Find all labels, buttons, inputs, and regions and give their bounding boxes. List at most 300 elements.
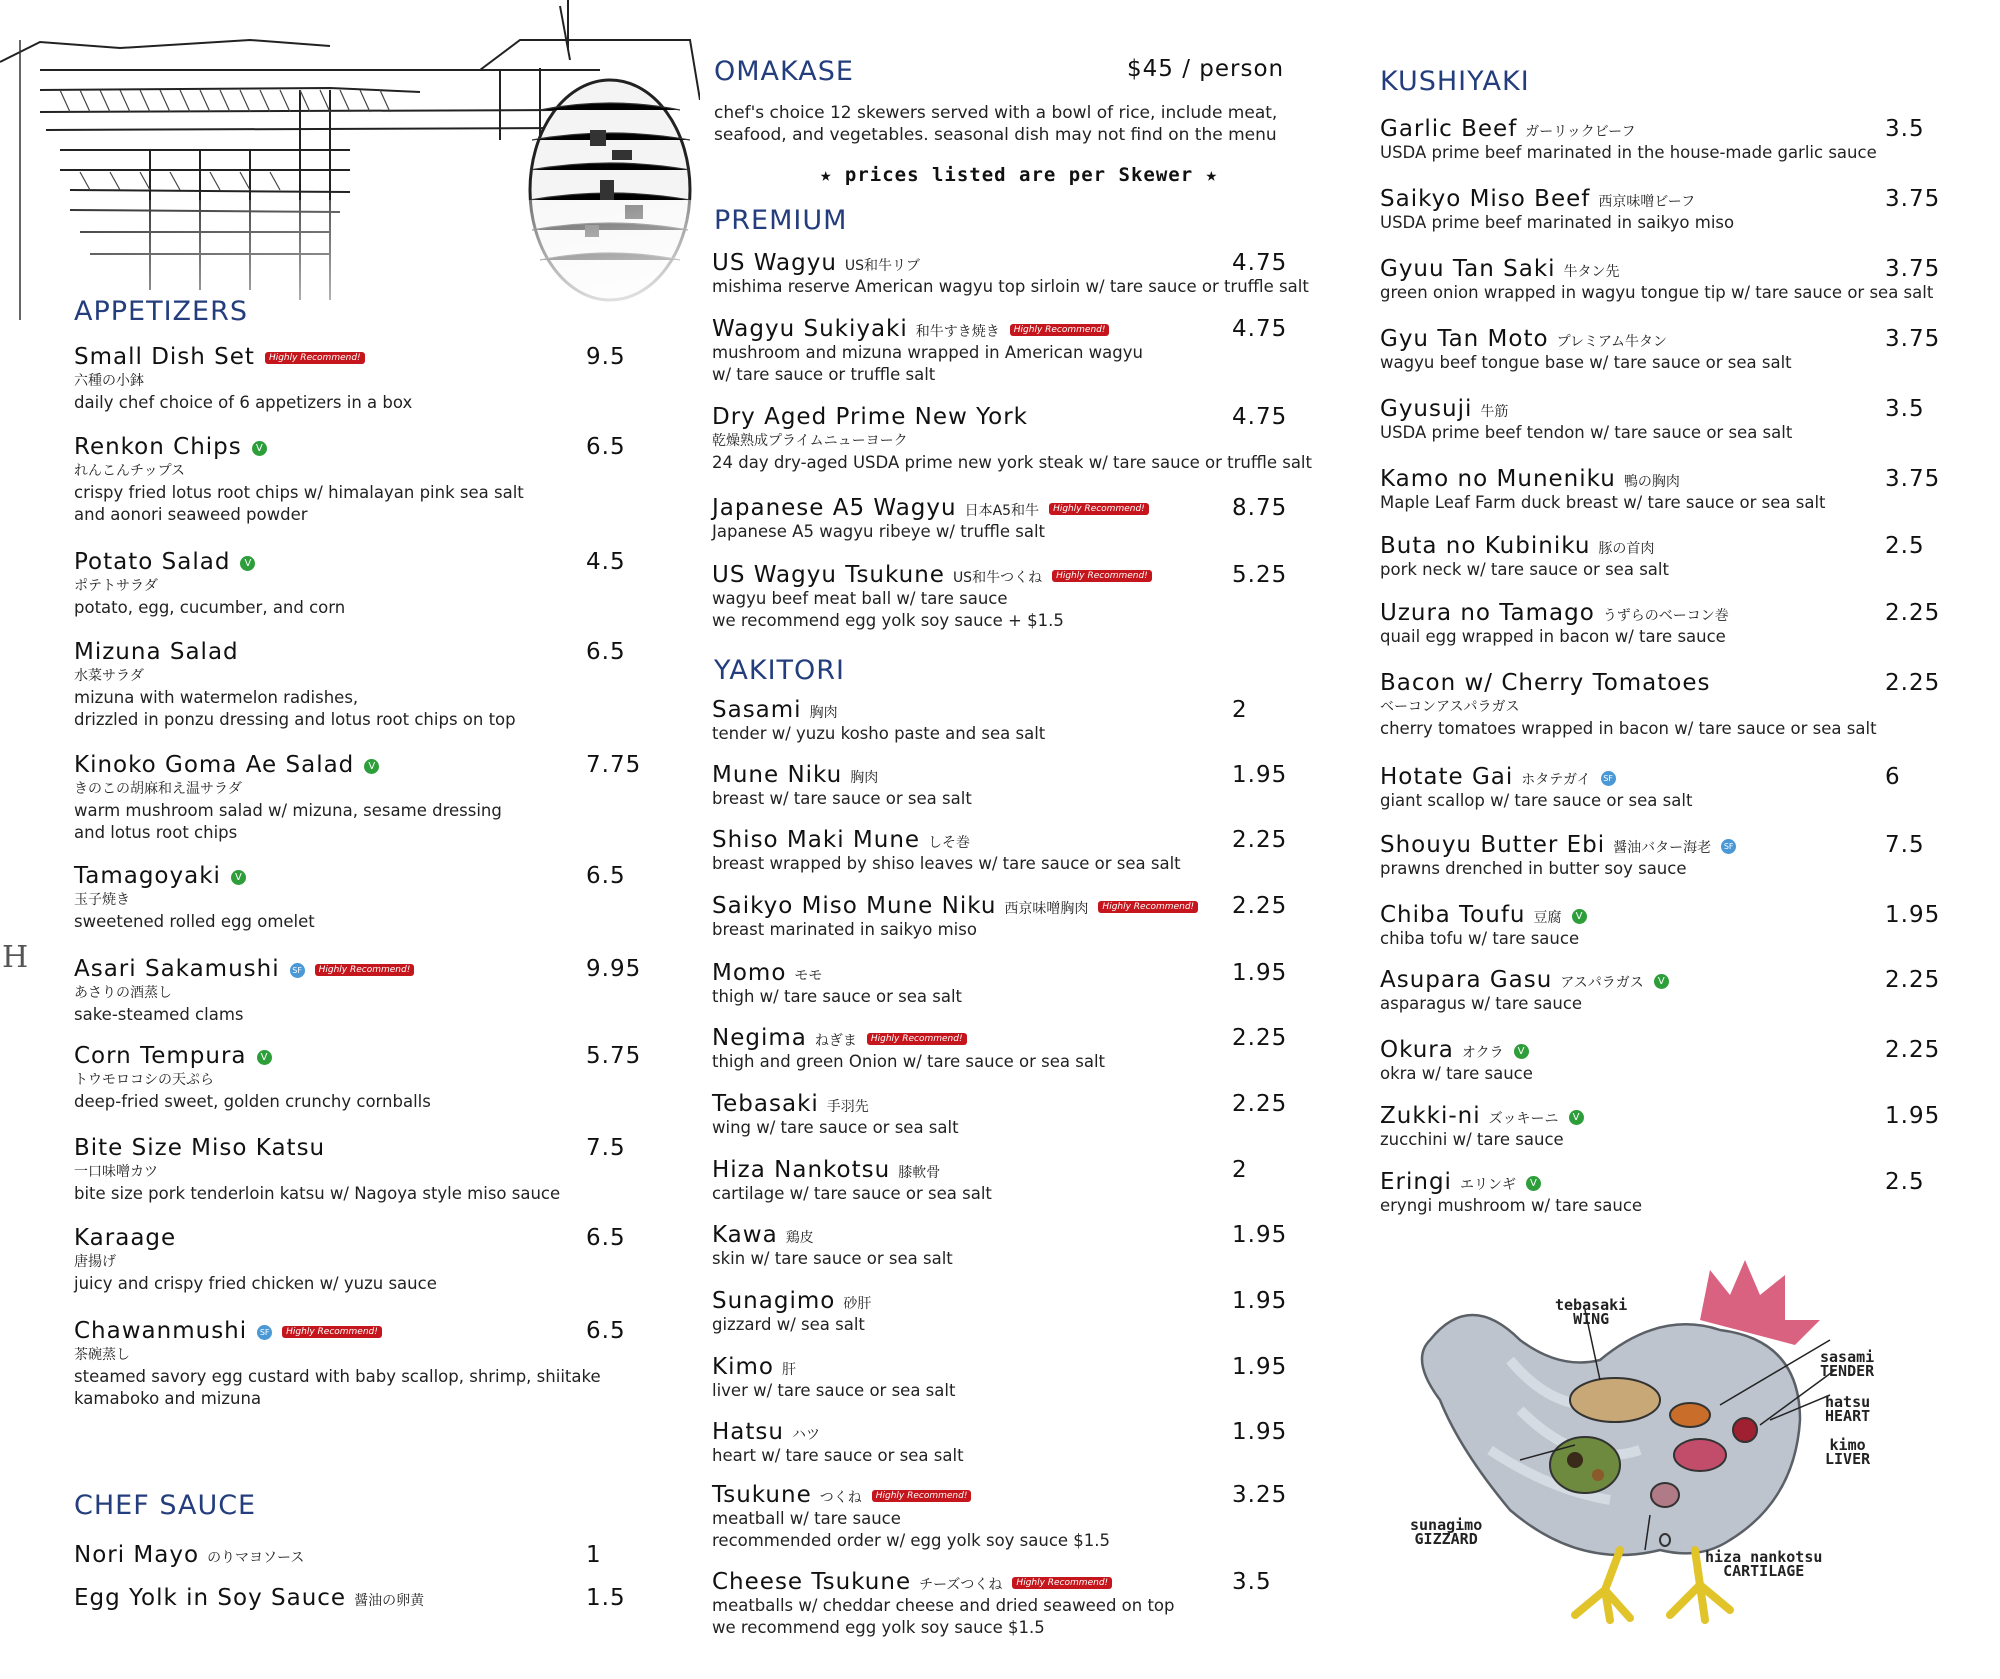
item-price: 6.5 xyxy=(586,639,626,665)
vegetarian-icon: V xyxy=(231,870,246,885)
item-title-line xyxy=(74,752,634,778)
item-name: Sasami xyxy=(712,697,802,723)
item-name: Hotate Gai xyxy=(1380,764,1514,790)
item-japanese-name: 玉子焼き xyxy=(74,892,130,908)
seafood-icon: SF xyxy=(257,1325,272,1340)
item-price: 2.25 xyxy=(1885,1037,1941,1063)
item-price: 4.5 xyxy=(586,549,626,575)
item-japanese-name: 肝 xyxy=(781,1362,796,1378)
item-price: 6 xyxy=(1885,764,1901,790)
item-name: Shiso Maki Mune xyxy=(712,827,921,853)
item-japanese-name: 胸肉 xyxy=(850,770,879,786)
item-price: 2.25 xyxy=(1885,967,1941,993)
item-description: tender w/ yuzu kosho paste and sea salt xyxy=(712,724,1046,743)
recommend-badge: Highly Recommend! xyxy=(872,1490,972,1502)
recommend-badge: Highly Recommend! xyxy=(867,1033,967,1045)
item-japanese-name: 和牛すき焼き xyxy=(915,324,1000,340)
item-name: Chiba Toufu xyxy=(1380,902,1526,928)
item-price: 4.75 xyxy=(1232,404,1288,430)
menu-item-hotate-gai xyxy=(1380,764,1970,812)
item-description: sake-steamed clams xyxy=(74,1005,244,1024)
menu-item-okura xyxy=(1380,1037,1970,1085)
item-price: 1.95 xyxy=(1232,1288,1288,1314)
margin-glyph: H xyxy=(2,940,29,975)
menu-item-chiba-toufu xyxy=(1380,902,1970,950)
item-description: 24 day dry-aged USDA prime new york steak w/ tare sauce or truffle salt xyxy=(712,453,1312,472)
item-title-line xyxy=(1380,600,1970,626)
item-price: 2.25 xyxy=(1232,827,1288,853)
item-japanese-name: チーズつくね xyxy=(919,1577,1003,1593)
item-name: Asari Sakamushi xyxy=(74,956,280,982)
item-japanese-name: プレミアム牛タン xyxy=(1556,334,1668,350)
menu-item-zukki-ni xyxy=(1380,1103,1970,1151)
item-price: 7.5 xyxy=(586,1135,626,1161)
recommend-badge: Highly Recommend! xyxy=(1052,570,1152,582)
item-description: meatballs w/ cheddar cheese and dried seaweed on top xyxy=(712,1596,1175,1615)
item-name: Gyusuji xyxy=(1380,396,1473,422)
item-name: Momo xyxy=(712,960,787,986)
item-price: 1.95 xyxy=(1232,1222,1288,1248)
item-description: giant scallop w/ tare sauce or sea salt xyxy=(1380,791,1693,810)
item-japanese-name: アスパラガス xyxy=(1560,975,1644,991)
item-title-line xyxy=(1380,186,1970,212)
menu-item-bacon-w-cherry-tomatoes xyxy=(1380,670,1970,740)
item-description: Maple Leaf Farm duck breast w/ tare sauce or sea salt xyxy=(1380,493,1826,512)
vegetarian-icon: V xyxy=(1514,1044,1529,1059)
item-japanese-name: 醤油バター海老 xyxy=(1613,840,1712,856)
item-description: breast wrapped by shiso leaves w/ tare sauce or sea salt xyxy=(712,854,1181,873)
item-japanese-name: オクラ xyxy=(1461,1045,1504,1061)
item-price: 3.5 xyxy=(1885,396,1925,422)
item-price: 1.95 xyxy=(1232,960,1288,986)
item-price: 3.5 xyxy=(1232,1569,1272,1595)
item-japanese-name: 豆腐 xyxy=(1533,910,1562,926)
item-title-line xyxy=(1380,533,1970,559)
item-japanese-name: US和牛つくね xyxy=(952,570,1043,586)
item-price: 5.75 xyxy=(586,1043,642,1069)
item-name: Renkon Chips xyxy=(74,434,242,460)
recommend-badge: Highly Recommend! xyxy=(1012,1577,1112,1589)
item-description: USDA prime beef marinated in the house-made garlic sauce xyxy=(1380,143,1877,162)
item-title-line xyxy=(1380,396,1970,422)
item-price: 7.5 xyxy=(1885,832,1925,858)
item-price: 2.25 xyxy=(1232,893,1288,919)
item-japanese-name: エリンギ xyxy=(1459,1177,1516,1193)
seafood-icon: SF xyxy=(1721,839,1736,854)
item-title-line xyxy=(1380,670,1970,696)
item-price: 6.5 xyxy=(586,434,626,460)
item-price: 3.5 xyxy=(1885,116,1925,142)
item-japanese-name: れんこんチップス xyxy=(74,463,186,479)
item-description: gizzard w/ sea salt xyxy=(712,1315,865,1334)
item-price: 4.75 xyxy=(1232,250,1288,276)
item-title-line xyxy=(1380,256,1970,282)
menu-item-sasami xyxy=(712,697,1342,745)
item-description: mizuna with watermelon radishes, xyxy=(74,688,359,707)
vegetarian-icon: V xyxy=(1654,974,1669,989)
premium-title: PREMIUM xyxy=(714,205,848,236)
item-description: chiba tofu w/ tare sauce xyxy=(1380,929,1580,948)
item-description: okra w/ tare sauce xyxy=(1380,1064,1533,1083)
item-japanese-name: 乾燥熟成プライムニューヨーク xyxy=(712,433,908,449)
menu-item-garlic-beef xyxy=(1380,116,1970,164)
item-title-line xyxy=(74,434,634,460)
menu-item-mizuna-salad xyxy=(74,639,634,731)
chicken-diagram xyxy=(1400,1250,1900,1640)
item-description: skin w/ tare sauce or sea salt xyxy=(712,1249,953,1268)
vegetarian-icon: V xyxy=(257,1050,272,1065)
item-price: 3.75 xyxy=(1885,186,1941,212)
item-name: Tamagoyaki xyxy=(74,863,221,889)
item-description: bite size pork tenderloin katsu w/ Nagoya style miso sauce xyxy=(74,1184,561,1203)
menu-item-negima xyxy=(712,1025,1342,1073)
item-description: Japanese A5 wagyu ribeye w/ truffle salt xyxy=(712,522,1046,541)
menu-item-small-dish-set xyxy=(74,344,634,414)
item-name: Karaage xyxy=(74,1225,177,1251)
chef-sauce-title: CHEF SAUCE xyxy=(74,1490,257,1521)
item-price: 7.75 xyxy=(586,752,642,778)
vegetarian-icon: V xyxy=(1569,1110,1584,1125)
menu-item-gyu-tan-moto xyxy=(1380,326,1970,374)
label-sunagimo: sunagimo GIZZARD xyxy=(1410,1516,1483,1548)
item-title-line xyxy=(1380,764,1970,790)
item-japanese-name: 牛筋 xyxy=(1480,404,1509,420)
menu-item-renkon-chips xyxy=(74,434,634,526)
item-description: heart w/ tare sauce or sea salt xyxy=(712,1446,964,1465)
item-description: recommended order w/ egg yolk soy sauce $1.5 xyxy=(712,1531,1111,1550)
item-description: eryngi mushroom w/ tare sauce xyxy=(1380,1196,1643,1215)
item-japanese-name: 鴨の胸肉 xyxy=(1623,474,1680,490)
menu-item-corn-tempura xyxy=(74,1043,642,1113)
item-name: US Wagyu xyxy=(712,250,837,276)
item-title-line xyxy=(74,549,634,575)
item-title-line xyxy=(1380,832,1970,858)
item-title-line xyxy=(74,1542,634,1568)
item-japanese-name: 豚の首肉 xyxy=(1598,541,1655,557)
item-description: drizzled in ponzu dressing and lotus root chips on top xyxy=(74,710,516,729)
recommend-badge: Highly Recommend! xyxy=(282,1326,382,1338)
item-price: 1.95 xyxy=(1232,762,1288,788)
item-description: breast marinated in saikyo miso xyxy=(712,920,977,939)
recommend-badge: Highly Recommend! xyxy=(1098,901,1198,913)
item-price: 2.5 xyxy=(1885,533,1925,559)
menu-item-hiza-nankotsu xyxy=(712,1157,1342,1205)
item-name: Saikyo Miso Beef xyxy=(1380,186,1591,212)
menu-item-tamagoyaki xyxy=(74,863,634,933)
item-japanese-name: のりマヨソース xyxy=(207,1550,305,1566)
menu-item-chawanmushi xyxy=(74,1318,634,1410)
item-price: 1.95 xyxy=(1885,1103,1941,1129)
menu-item-shouyu-butter-ebi xyxy=(1380,832,1970,880)
menu-item-saikyo-miso-mune-niku xyxy=(712,893,1342,941)
recommend-badge: Highly Recommend! xyxy=(1049,503,1149,515)
kushiyaki-title: KUSHIYAKI xyxy=(1380,66,1530,97)
item-japanese-name: 六種の小鉢 xyxy=(74,373,144,389)
item-price: 8.75 xyxy=(1232,495,1288,521)
menu-item-mune-niku xyxy=(712,762,1342,810)
menu-item-shiso-maki-mune xyxy=(712,827,1342,875)
item-name: Japanese A5 Wagyu xyxy=(712,495,957,521)
menu-item-buta-no-kubiniku xyxy=(1380,533,1970,581)
item-description: mushroom and mizuna wrapped in American wagyu xyxy=(712,343,1143,362)
item-title-line xyxy=(1380,1169,1970,1195)
menu-item-hatsu xyxy=(712,1419,1342,1467)
item-name: Small Dish Set xyxy=(74,344,255,370)
label-hatsu: hatsu HEART xyxy=(1825,1393,1871,1425)
menu-item-saikyo-miso-beef xyxy=(1380,186,1970,234)
menu-item-momo xyxy=(712,960,1342,1008)
item-title-line xyxy=(74,1585,634,1611)
item-description: cartilage w/ tare sauce or sea salt xyxy=(712,1184,992,1203)
item-price: 4.75 xyxy=(1232,316,1288,342)
item-title-line xyxy=(1380,1103,1970,1129)
item-price: 3.75 xyxy=(1885,326,1941,352)
label-sasami: sasami TENDER xyxy=(1820,1348,1875,1380)
item-price: 2.25 xyxy=(1885,600,1941,626)
item-japanese-name: ポテトサラダ xyxy=(74,578,158,594)
item-price: 1.95 xyxy=(1232,1354,1288,1380)
item-price: 9.5 xyxy=(586,344,626,370)
vegetarian-icon: V xyxy=(240,556,255,571)
item-name: Wagyu Sukiyaki xyxy=(712,316,908,342)
item-price: 6.5 xyxy=(586,1318,626,1344)
item-name: Egg Yolk in Soy Sauce xyxy=(74,1585,347,1611)
item-japanese-name: しそ巻 xyxy=(928,835,971,851)
item-description: we recommend egg yolk soy sauce + $1.5 xyxy=(712,611,1064,630)
menu-item-kinoko-goma-ae-salad xyxy=(74,752,642,844)
item-name: Gyuu Tan Saki xyxy=(1380,256,1556,282)
menu-item-tsukune xyxy=(712,1482,1342,1552)
item-name: Nori Mayo xyxy=(74,1542,200,1568)
menu-item-us-wagyu xyxy=(712,250,1342,298)
item-japanese-name: 手羽先 xyxy=(826,1099,869,1115)
item-name: Zukki-ni xyxy=(1380,1103,1481,1129)
menu-item-bite-size-miso-katsu xyxy=(74,1135,634,1205)
item-japanese-name: つくね xyxy=(819,1490,862,1506)
item-description: and aonori seaweed powder xyxy=(74,505,308,524)
omakase-title: OMAKASE xyxy=(714,56,854,87)
item-name: Kawa xyxy=(712,1222,778,1248)
item-description: kamaboko and mizuna xyxy=(74,1389,262,1408)
item-name: Kamo no Muneniku xyxy=(1380,466,1616,492)
item-title-line xyxy=(1380,116,1970,142)
item-name: Saikyo Miso Mune Niku xyxy=(712,893,997,919)
yakitori-title: YAKITORI xyxy=(714,655,846,686)
per-skewer-note: ★ prices listed are per Skewer ★ xyxy=(820,164,1219,186)
item-japanese-name: ねぎま xyxy=(814,1033,857,1049)
item-japanese-name: 茶碗蒸し xyxy=(74,1347,130,1363)
item-description: cherry tomatoes wrapped in bacon w/ tare sauce or sea salt xyxy=(1380,719,1877,738)
item-japanese-name: 牛タン先 xyxy=(1563,264,1620,280)
item-description: pork neck w/ tare sauce or sea salt xyxy=(1380,560,1669,579)
item-japanese-name: あさりの酒蒸し xyxy=(74,985,172,1001)
item-japanese-name: ガーリックビーフ xyxy=(1525,124,1636,140)
item-title-line xyxy=(1380,902,1970,928)
item-name: Buta no Kubiniku xyxy=(1380,533,1591,559)
item-description: green onion wrapped in wagyu tongue tip w/ tare sauce or sea salt xyxy=(1380,283,1934,302)
item-title-line xyxy=(1380,466,1970,492)
item-name: Negima xyxy=(712,1025,807,1051)
item-name: Shouyu Butter Ebi xyxy=(1380,832,1606,858)
item-japanese-name: ベーコンアスパラガス xyxy=(1380,699,1520,715)
menu-item-gyusuji xyxy=(1380,396,1970,444)
item-name: Gyu Tan Moto xyxy=(1380,326,1549,352)
item-description: thigh w/ tare sauce or sea salt xyxy=(712,987,963,1006)
item-description: sweetened rolled egg omelet xyxy=(74,912,315,931)
item-price: 1.95 xyxy=(1232,1419,1288,1445)
item-japanese-name: きのこの胡麻和え温サラダ xyxy=(74,781,242,797)
item-name: Hatsu xyxy=(712,1419,784,1445)
building-lantern-sketch xyxy=(0,0,700,320)
menu-item-karaage xyxy=(74,1225,634,1295)
vegetarian-icon: V xyxy=(364,759,379,774)
item-title-line xyxy=(74,1225,634,1251)
item-description: crispy fried lotus root chips w/ himalayan pink sea salt xyxy=(74,483,524,502)
item-description: deep-fried sweet, golden crunchy cornballs xyxy=(74,1092,431,1111)
item-description: breast w/ tare sauce or sea salt xyxy=(712,789,972,808)
item-title-line xyxy=(74,956,634,982)
recommend-badge: Highly Recommend! xyxy=(1010,324,1110,336)
item-japanese-name: ズッキーニ xyxy=(1488,1111,1559,1127)
item-name: US Wagyu Tsukune xyxy=(712,562,945,588)
item-description: thigh and green Onion w/ tare sauce or sea salt xyxy=(712,1052,1106,1071)
menu-item-nori-mayo xyxy=(74,1542,634,1568)
item-description: and lotus root chips xyxy=(74,823,238,842)
item-name: Dry Aged Prime New York xyxy=(712,404,1028,430)
item-price: 2 xyxy=(1232,697,1248,723)
item-name: Kimo xyxy=(712,1354,774,1380)
vegetarian-icon: V xyxy=(1526,1176,1541,1191)
item-japanese-name: 西京味噌ビーフ xyxy=(1598,194,1696,210)
item-japanese-name: 一口味噌カツ xyxy=(74,1164,158,1180)
item-name: Garlic Beef xyxy=(1380,116,1518,142)
item-name: Bite Size Miso Katsu xyxy=(74,1135,326,1161)
menu-item-gyuu-tan-saki xyxy=(1380,256,1970,304)
label-hiza-nankotsu: hiza nankotsu CARTILAGE xyxy=(1705,1548,1823,1580)
item-name: Hiza Nankotsu xyxy=(712,1157,891,1183)
item-name: Asupara Gasu xyxy=(1380,967,1553,993)
item-japanese-name: トウモロコシの天ぷら xyxy=(74,1072,214,1088)
item-description: mishima reserve American wagyu top sirloin w/ tare sauce or truffle salt xyxy=(712,277,1309,296)
menu-item-tebasaki xyxy=(712,1091,1342,1139)
item-name: Tsukune xyxy=(712,1482,812,1508)
recommend-badge: Highly Recommend! xyxy=(265,352,365,364)
item-japanese-name: 西京味噌胸肉 xyxy=(1004,901,1089,917)
label-kimo: kimo LIVER xyxy=(1825,1436,1871,1468)
item-name: Uzura no Tamago xyxy=(1380,600,1595,626)
seafood-icon: SF xyxy=(1601,771,1616,786)
item-name: Mizuna Salad xyxy=(74,639,239,665)
omakase-desc-2: seafood, and vegetables. seasonal dish may not find on the menu xyxy=(714,125,1277,145)
item-title-line xyxy=(74,1318,634,1344)
item-name: Okura xyxy=(1380,1037,1454,1063)
menu-item-sunagimo xyxy=(712,1288,1342,1336)
menu-item-asari-sakamushi xyxy=(74,956,642,1026)
item-japanese-name: US和牛リブ xyxy=(844,258,921,274)
omakase-price: $45 / person xyxy=(1127,56,1285,82)
item-japanese-name: 水菜サラダ xyxy=(74,668,144,684)
menu-item-us-wagyu-tsukune xyxy=(712,562,1342,632)
menu-item-kawa xyxy=(712,1222,1342,1270)
item-japanese-name: 胸肉 xyxy=(809,705,838,721)
item-japanese-name: 砂肝 xyxy=(843,1296,872,1312)
item-title-line xyxy=(74,344,634,370)
menu-item-potato-salad xyxy=(74,549,634,619)
item-description: prawns drenched in butter soy sauce xyxy=(1380,859,1687,878)
item-title-line xyxy=(1380,967,1970,993)
menu-item-cheese-tsukune xyxy=(712,1569,1342,1639)
item-price: 3.75 xyxy=(1885,256,1941,282)
item-description: zucchini w/ tare sauce xyxy=(1380,1130,1564,1149)
menu-item-asupara-gasu xyxy=(1380,967,1970,1015)
menu-item-eringi xyxy=(1380,1169,1970,1217)
appetizers-title: APPETIZERS xyxy=(74,296,249,327)
item-description: liver w/ tare sauce or sea salt xyxy=(712,1381,956,1400)
item-name: Mune Niku xyxy=(712,762,843,788)
item-japanese-name: 唐揚げ xyxy=(74,1254,116,1270)
item-name: Eringi xyxy=(1380,1169,1452,1195)
menu-item-kamo-no-muneniku xyxy=(1380,466,1970,514)
item-price: 1.5 xyxy=(586,1585,626,1611)
item-name: Tebasaki xyxy=(712,1091,819,1117)
item-price: 2.5 xyxy=(1885,1169,1925,1195)
item-price: 9.95 xyxy=(586,956,642,982)
item-price: 5.25 xyxy=(1232,562,1288,588)
menu-item-egg-yolk-in-soy-sauce xyxy=(74,1585,634,1611)
item-japanese-name: 醤油の卵黄 xyxy=(354,1593,425,1609)
item-japanese-name: 鶏皮 xyxy=(785,1230,814,1246)
menu-item-wagyu-sukiyaki xyxy=(712,316,1342,386)
item-title-line xyxy=(1380,1037,1970,1063)
item-description: USDA prime beef tendon w/ tare sauce or sea salt xyxy=(1380,423,1793,442)
item-price: 3.75 xyxy=(1885,466,1941,492)
item-description: juicy and crispy fried chicken w/ yuzu sauce xyxy=(74,1274,437,1293)
item-price: 6.5 xyxy=(586,863,626,889)
item-description: USDA prime beef marinated in saikyo miso xyxy=(1380,213,1735,232)
item-japanese-name: モモ xyxy=(794,968,823,984)
item-name: Sunagimo xyxy=(712,1288,836,1314)
item-name: Potato Salad xyxy=(74,549,231,575)
item-name: Bacon w/ Cherry Tomatoes xyxy=(1380,670,1711,696)
item-price: 1.95 xyxy=(1885,902,1941,928)
item-description: wagyu beef meat ball w/ tare sauce xyxy=(712,589,1008,608)
item-japanese-name: 膝軟骨 xyxy=(898,1165,941,1181)
item-name: Corn Tempura xyxy=(74,1043,247,1069)
item-description: w/ tare sauce or truffle salt xyxy=(712,365,936,384)
item-title-line xyxy=(74,639,634,665)
item-description: asparagus w/ tare sauce xyxy=(1380,994,1583,1013)
item-price: 1 xyxy=(586,1542,602,1568)
item-price: 2.25 xyxy=(1232,1025,1288,1051)
item-name: Cheese Tsukune xyxy=(712,1569,912,1595)
item-description: daily chef choice of 6 appetizers in a box xyxy=(74,393,413,412)
menu-item-uzura-no-tamago xyxy=(1380,600,1970,648)
item-description: wagyu beef tongue base w/ tare sauce or sea salt xyxy=(1380,353,1792,372)
item-price: 3.25 xyxy=(1232,1482,1288,1508)
vegetarian-icon: V xyxy=(1572,909,1587,924)
label-tebasaki: tebasaki WING xyxy=(1555,1296,1628,1328)
item-price: 6.5 xyxy=(586,1225,626,1251)
menu-item-kimo xyxy=(712,1354,1342,1402)
menu-item-dry-aged-prime-new-york xyxy=(712,404,1342,474)
item-title-line xyxy=(1380,326,1970,352)
item-description: warm mushroom salad w/ mizuna, sesame dressing xyxy=(74,801,502,820)
item-japanese-name: 日本A5和牛 xyxy=(964,503,1040,519)
item-description: wing w/ tare sauce or sea salt xyxy=(712,1118,959,1137)
item-japanese-name: ホタテガイ xyxy=(1521,772,1591,788)
item-price: 2.25 xyxy=(1885,670,1941,696)
item-title-line xyxy=(74,1135,634,1161)
